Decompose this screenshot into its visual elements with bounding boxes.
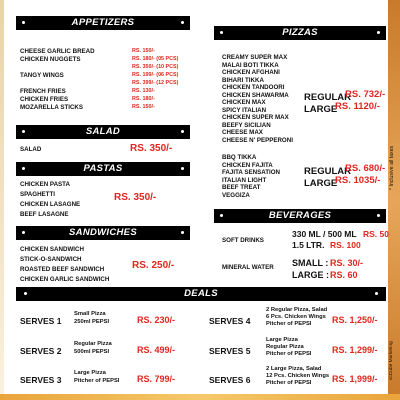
- water-large-label: LARGE :: [292, 270, 329, 280]
- list-item: SPAGHETTI: [20, 191, 55, 198]
- list-item: BEEF TREAT: [222, 184, 261, 191]
- deal-description: Regular Pizza: [74, 341, 112, 347]
- list-item: CHICKEN LASAGNE: [20, 201, 81, 208]
- deal-description: 6 Pcs. Chicken Wings: [266, 314, 326, 320]
- deal-serves-label: SERVES 6: [209, 375, 251, 385]
- appetizers-header: [16, 16, 190, 30]
- deal-description: Pitcher of PEPSI: [266, 351, 312, 357]
- sandwiches-price: RS. 250/-: [132, 260, 175, 271]
- deal-price: RS. 499/-: [137, 345, 176, 355]
- deal-description: Large Pizza: [266, 337, 298, 343]
- item-price: RS. 350/- (10 PCS): [132, 64, 179, 70]
- list-item: CHEESE N' PEPPERONI: [222, 136, 293, 144]
- marketing-credit: vcCube Marketing: [389, 341, 394, 380]
- deal-price: RS. 1,250/-: [332, 315, 378, 325]
- list-item: CHICKEN TANDOORI: [222, 84, 285, 91]
- list-item: FRENCH FRIES: [20, 88, 66, 95]
- deal-price: RS. 230/-: [137, 315, 176, 325]
- water-small-price: RS. 30/-: [330, 258, 364, 268]
- list-item: CHICKEN FRIES: [20, 96, 69, 103]
- list-item: CHICKEN FAJITA: [222, 161, 273, 169]
- list-item: CHICKEN SHAWARMA: [222, 91, 289, 99]
- pastas-price: RS. 350/-: [114, 192, 157, 203]
- salad-header: [16, 125, 190, 139]
- item-price: RS. 150/-: [132, 104, 155, 110]
- deal-serves-label: SERVES 1: [20, 316, 62, 326]
- list-item: FAJITA SENSATION: [222, 169, 280, 176]
- deal-price: RS. 799/-: [137, 374, 176, 384]
- list-item: CHEESE MAX: [222, 129, 263, 136]
- deal-description: 250ml PEPSI: [74, 319, 110, 325]
- soft-drinks-price-2: RS. 100: [330, 240, 361, 250]
- regular-price: RS. 732/-: [345, 89, 386, 100]
- pastas-header: [16, 162, 190, 176]
- deal-serves-label: SERVES 4: [209, 316, 251, 326]
- menu-board: [4, 0, 395, 400]
- sandwiches-header: [16, 226, 190, 240]
- list-item: TANGY WINGS: [20, 72, 64, 79]
- deal-serves-label: SERVES 5: [209, 346, 251, 356]
- list-item: ITALIAN LIGHT: [222, 176, 267, 184]
- list-item: CHEESE GARLIC BREAD: [20, 48, 95, 55]
- soft-drinks-label: SOFT DRINKS: [222, 237, 264, 244]
- deal-price: RS. 1,299/-: [332, 345, 378, 355]
- list-item: MOZARELLA STICKS: [20, 104, 84, 111]
- list-item: BIHARI TIKKA: [222, 76, 264, 84]
- pizzas-header: [214, 26, 386, 40]
- list-item: CHICKEN SANDWICH: [20, 246, 84, 253]
- deal-description: 500ml PEPSI: [74, 349, 110, 355]
- background-decoration: [388, 0, 400, 400]
- deal-description: 2 Large Pizza, Salad: [266, 366, 322, 372]
- deals-header: [16, 287, 386, 301]
- appetizers-title: APPETIZERS: [71, 17, 135, 28]
- list-item: CREAMY SUPER MAX: [222, 54, 288, 61]
- salad-price: RS. 350/-: [130, 143, 173, 154]
- list-item: MALAI BOTI TIKKA: [222, 61, 279, 69]
- deal-description: Large Pizza: [74, 370, 106, 376]
- deal-description: Pitcher of PEPSI: [74, 378, 120, 384]
- list-item: ROASTED BEEF SANDWICH: [20, 266, 105, 273]
- list-item: SPICY ITALIAN: [222, 106, 267, 114]
- sandwiches-title: SANDWICHES: [69, 227, 137, 238]
- deal-description: 12 Pcs. Chicken Wings: [266, 373, 330, 379]
- large-label: LARGE: [304, 104, 338, 115]
- water-large-price: RS. 60: [330, 270, 358, 280]
- beverages-title: BEVERAGES: [268, 210, 332, 221]
- list-item: CHICKEN SUPER MAX: [222, 114, 289, 121]
- list-item: CHICKEN MAX: [222, 99, 266, 106]
- regular-label: REGULAR: [304, 92, 351, 103]
- beverages-header: [214, 209, 386, 223]
- item-price: RS. 150/-: [132, 48, 155, 54]
- list-item: VEGGIZA: [222, 191, 250, 199]
- water-small-label: SMALL :: [292, 258, 329, 268]
- list-item: STICK-O-SANDWICH: [20, 256, 82, 263]
- list-item: CHICKEN AFGHANI: [222, 69, 280, 76]
- item-price: RS. 130/-: [132, 88, 155, 94]
- regular-label: REGULAR: [304, 166, 351, 177]
- soft-drinks-price-1: RS. 50: [363, 229, 389, 239]
- pizzas-title: PIZZAS: [282, 27, 318, 38]
- soft-drinks-size-2: 1.5 LTR.: [292, 240, 325, 250]
- item-price: RS. 180/-: [132, 96, 155, 102]
- deal-price: RS. 1,999/-: [332, 374, 378, 384]
- large-label: LARGE: [304, 178, 338, 189]
- deal-description: Small Pizza: [74, 311, 106, 317]
- salad-item: SALAD: [20, 146, 42, 153]
- list-item: BEEFY SICILIAN: [222, 121, 271, 129]
- list-item: BBQ TIKKA: [222, 154, 257, 161]
- deal-serves-label: SERVES 3: [20, 375, 62, 385]
- pastas-title: PASTAS: [83, 163, 123, 174]
- item-price: RS. 199/- (06 PCS): [132, 72, 179, 78]
- salad-title: SALAD: [85, 126, 121, 137]
- tax-note: * Inclusive all taxes: [389, 145, 395, 190]
- deal-serves-label: SERVES 2: [20, 346, 62, 356]
- item-price: RS. 399/- (12 PCS): [132, 80, 179, 86]
- list-item: CHICKEN GARLIC SANDWICH: [20, 276, 110, 283]
- mineral-water-label: MINERAL WATER: [222, 264, 274, 271]
- deal-description: Regular Pizza: [266, 344, 304, 350]
- large-price: RS. 1035/-: [335, 175, 381, 186]
- bottom-strip: [0, 394, 400, 400]
- large-price: RS. 1120/-: [335, 101, 380, 112]
- regular-price: RS. 680/-: [345, 163, 386, 174]
- deal-description: Pitcher of PEPSI: [266, 321, 312, 327]
- list-item: CHICKEN PASTA: [20, 181, 70, 188]
- item-price: RS. 180/- (05 PCS): [132, 56, 179, 62]
- list-item: BEEF LASAGNE: [20, 211, 69, 218]
- deals-title: DEALS: [184, 288, 218, 299]
- deal-description: 2 Regular Pizza, Salad: [266, 307, 328, 313]
- soft-drinks-size-1: 330 ML / 500 ML: [292, 229, 357, 239]
- deal-description: Pitcher of PEPSI: [266, 380, 312, 386]
- list-item: CHICKEN NUGGETS: [20, 56, 81, 63]
